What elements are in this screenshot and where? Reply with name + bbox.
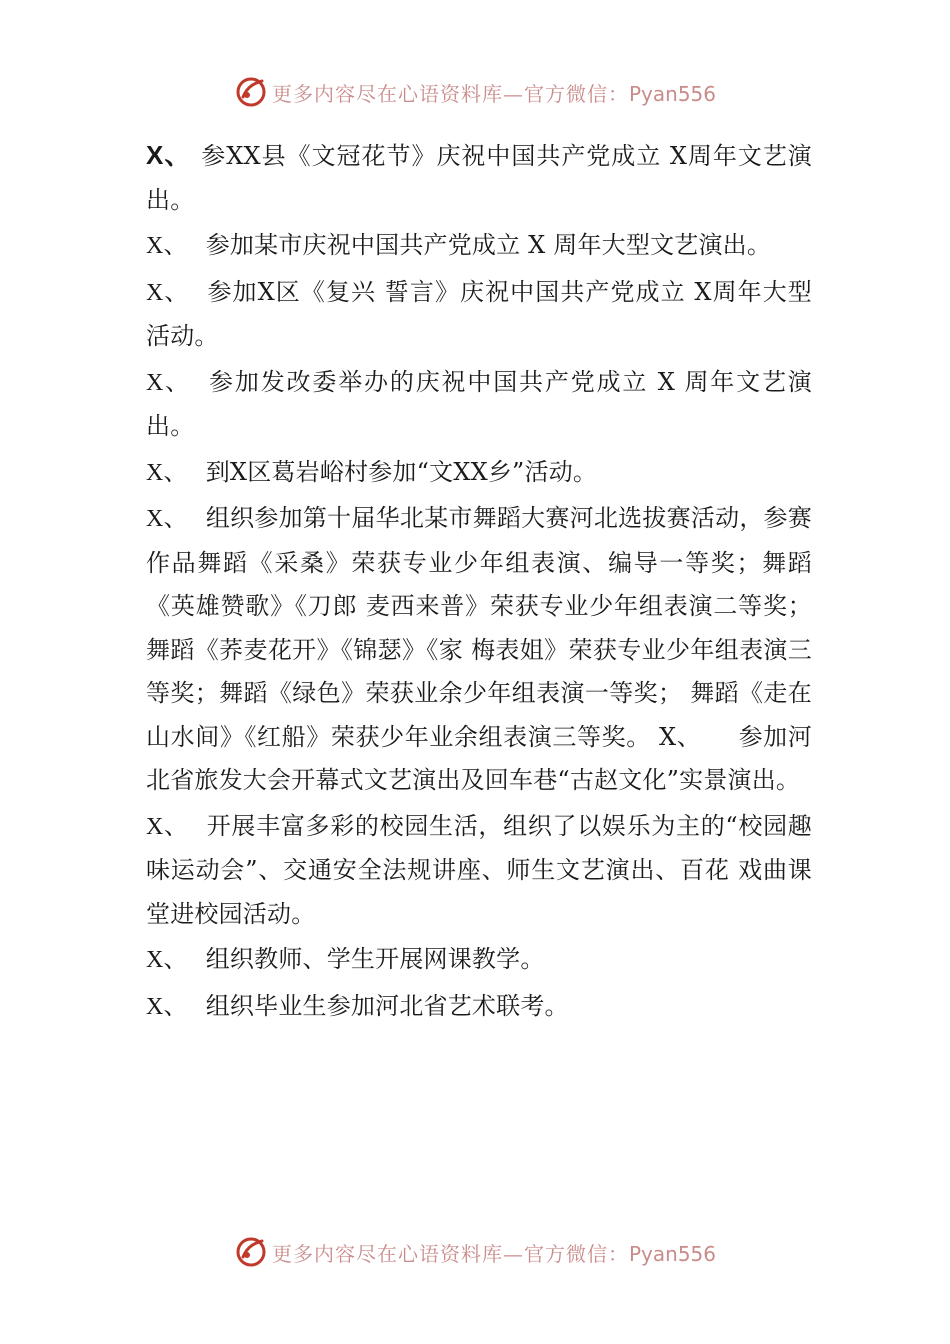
list-item [146,451,812,496]
list-item [146,134,812,222]
item-text: 组织毕业生参加河北省艺术联考。 [205,991,569,1020]
brand-logo-icon [234,1235,268,1269]
item-text: 到X区葛岩峪村参加“文XX乡”活动。 [205,457,598,486]
item-marker: X、 [146,459,188,486]
item-marker: X、 [146,233,188,259]
item-marker: X、 [146,947,188,973]
item-text: 参加X区《复兴 誓言》庆祝中国共产党成立 X周年大型活动。 [146,277,812,350]
list-item [146,361,812,449]
item-marker: X、 [146,993,188,1020]
footer-banner-text: 更多内容尽在心语资料库—官方微信：Pyan556 [271,1241,716,1266]
document-body [146,134,812,1031]
header-banner [0,72,950,112]
brand-logo-icon [234,75,268,109]
list-item [146,805,812,937]
list-item [146,497,812,803]
item-marker: X、 [146,369,192,396]
item-marker: X、 [146,813,189,840]
item-text: 参加发改委举办的庆祝中国共产党成立 X 周年文艺演出。 [146,367,813,440]
footer-wechat-id: Pyan556 [628,1241,716,1266]
item-marker: X、 [146,279,190,306]
list-item [146,938,812,983]
list-item [146,271,812,359]
header-banner-text: 更多内容尽在心语资料库—官方微信：Pyan556 [271,81,716,106]
list-item [146,224,812,269]
item-text: 参XX县《文冠花节》庆祝中国共产党成立 X周年文艺演出。 [146,142,812,214]
item-marker: X、 [146,506,188,532]
header-wechat-id: Pyan556 [628,81,716,106]
footer-banner [0,1232,950,1272]
item-text: 组织参加第十届华北某市舞蹈大赛河北选拔赛活动，参赛作品舞蹈《采桑》荣获专业少年组表演、编导一等奖；舞蹈《英雄赞歌》《刀郎 麦西来普》荣获专业少年组表演二等奖；舞蹈《荞麦花开》《锦瑟》《家 梅表姐》荣获专业少年组表演三等奖；舞蹈《绿色》荣获业余少年组表演一等奖； 舞蹈《走在山水间》《红船》荣获少年业余组表演三等奖。 X、 参加河北省旅发大会开幕式文艺演出及回车巷“古赵文化”实景演出。 [146,504,813,794]
item-text: 参加某市庆祝中国共产党成立 X 周年大型文艺演出。 [205,231,772,259]
item-text: 开展丰富多彩的校园生活，组织了以娱乐为主的“校园趣味运动会”、交通安全法规讲座、师生文艺演出、百花 戏曲课堂进校园活动。 [146,811,812,928]
item-marker: X、 [146,140,192,170]
list-item [146,985,812,1030]
item-text: 组织教师、学生开展网课教学。 [205,945,545,973]
